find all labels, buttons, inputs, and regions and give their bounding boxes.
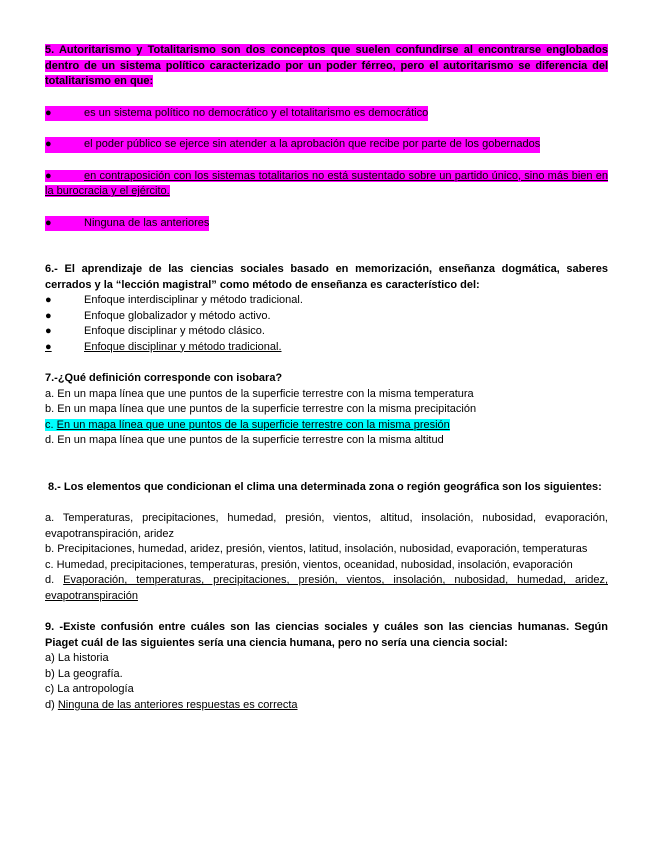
q8-option-c: c. Humedad, precipitaciones, temperaturas, presión, vientos, oceanidad, nubosidad, insolación, evaporación — [45, 558, 573, 571]
q9-option-a: a) La historia — [45, 652, 109, 664]
question-5 — [45, 43, 608, 231]
q5-option-3: ● en contraposición con los sistemas totalitarios no está sustentado sobre un partido único, sino más bien en la burocracia y el ejército. — [45, 169, 608, 197]
question-6-title: 6.- El aprendizaje de las ciencias sociales basado en memorización, enseñanza dogmática, saberes cerrados y la “lección magistral” como método de enseñanza es característico del: — [45, 263, 608, 291]
q9-option-d: d) Ninguna de las anteriores respuestas es correcta — [45, 698, 298, 711]
bullet-icon: ● — [45, 325, 52, 337]
question-6 — [45, 262, 608, 355]
q8-option-a: a. Temperaturas, precipitaciones, humedad, presión, vientos, altitud, insolación, nubosidad, evaporación, evapotranspiración, aridez — [45, 512, 608, 540]
q8-option-d: d. Evaporación, temperaturas, precipitaciones, presión, vientos, insolación, nubosidad, humedad, aridez, evapotranspiración — [45, 574, 608, 602]
question-9-title: 9. -Existe confusión entre cuáles son las ciencias sociales y cuáles son las ciencias humanas. Según Piaget cuál de las siguientes sería una ciencia humana, pero no sería una ciencia social: — [45, 621, 608, 649]
question-5-title: 5. Autoritarismo y Totalitarismo son dos conceptos que suelen confundirse al encontrarse englobados dentro de un sistema político caracterizado por un poder férreo, pero el autoritarismo se diferencia del totalitarismo en que: — [45, 44, 608, 87]
bullet-icon: ● — [45, 294, 52, 306]
bullet-icon: ● — [45, 309, 52, 322]
q8-option-b: b. Precipitaciones, humedad, aridez, presión, vientos, latitud, insolación, nubosidad, evaporación, temperaturas — [45, 543, 588, 555]
bullet-icon: ● — [45, 138, 52, 150]
q5-option-1: ● es un sistema político no democrático y el totalitarismo es democrático — [45, 106, 608, 122]
question-7-title: 7.-¿Qué definición corresponde con isobara? — [45, 372, 283, 384]
bullet-icon: ● — [45, 340, 52, 353]
question-7 — [45, 371, 608, 449]
q5-option-2: ● el poder público se ejerce sin atender a la aprobación que recibe por parte de los gobernados — [45, 137, 608, 153]
question-9 — [45, 620, 608, 713]
q6-option-1: ● Enfoque interdisciplinar y método tradicional. — [45, 293, 608, 309]
q7-option-b: b. En un mapa línea que une puntos de la superficie terrestre con la misma precipitación — [45, 403, 477, 415]
q6-option-3: ● Enfoque disciplinar y método clásico. — [45, 324, 608, 340]
q9-option-c: c) La antropología — [45, 683, 134, 695]
bullet-icon: ● — [45, 216, 52, 229]
bullet-icon: ● — [45, 106, 52, 119]
q7-option-a: a. En un mapa línea que une puntos de la superficie terrestre con la misma temperatura — [45, 387, 474, 400]
question-8-title: 8.- Los elementos que condicionan el clima una determinada zona o región geográfica son los siguientes: — [48, 480, 602, 493]
q7-option-c: c. En un mapa línea que une puntos de la superficie terrestre con la misma presión — [45, 418, 450, 431]
q7-option-d: d. En un mapa línea que une puntos de la superficie terrestre con la misma altitud — [45, 434, 444, 446]
document-page — [45, 43, 608, 713]
q5-option-4: ● Ninguna de las anteriores — [45, 216, 608, 232]
bullet-icon: ● — [45, 169, 52, 182]
q6-option-4: ● Enfoque disciplinar y método tradicional. — [45, 340, 608, 356]
question-8 — [45, 480, 608, 605]
q9-option-b: b) La geografía. — [45, 667, 123, 680]
q6-option-2: ● Enfoque globalizador y método activo. — [45, 309, 608, 325]
